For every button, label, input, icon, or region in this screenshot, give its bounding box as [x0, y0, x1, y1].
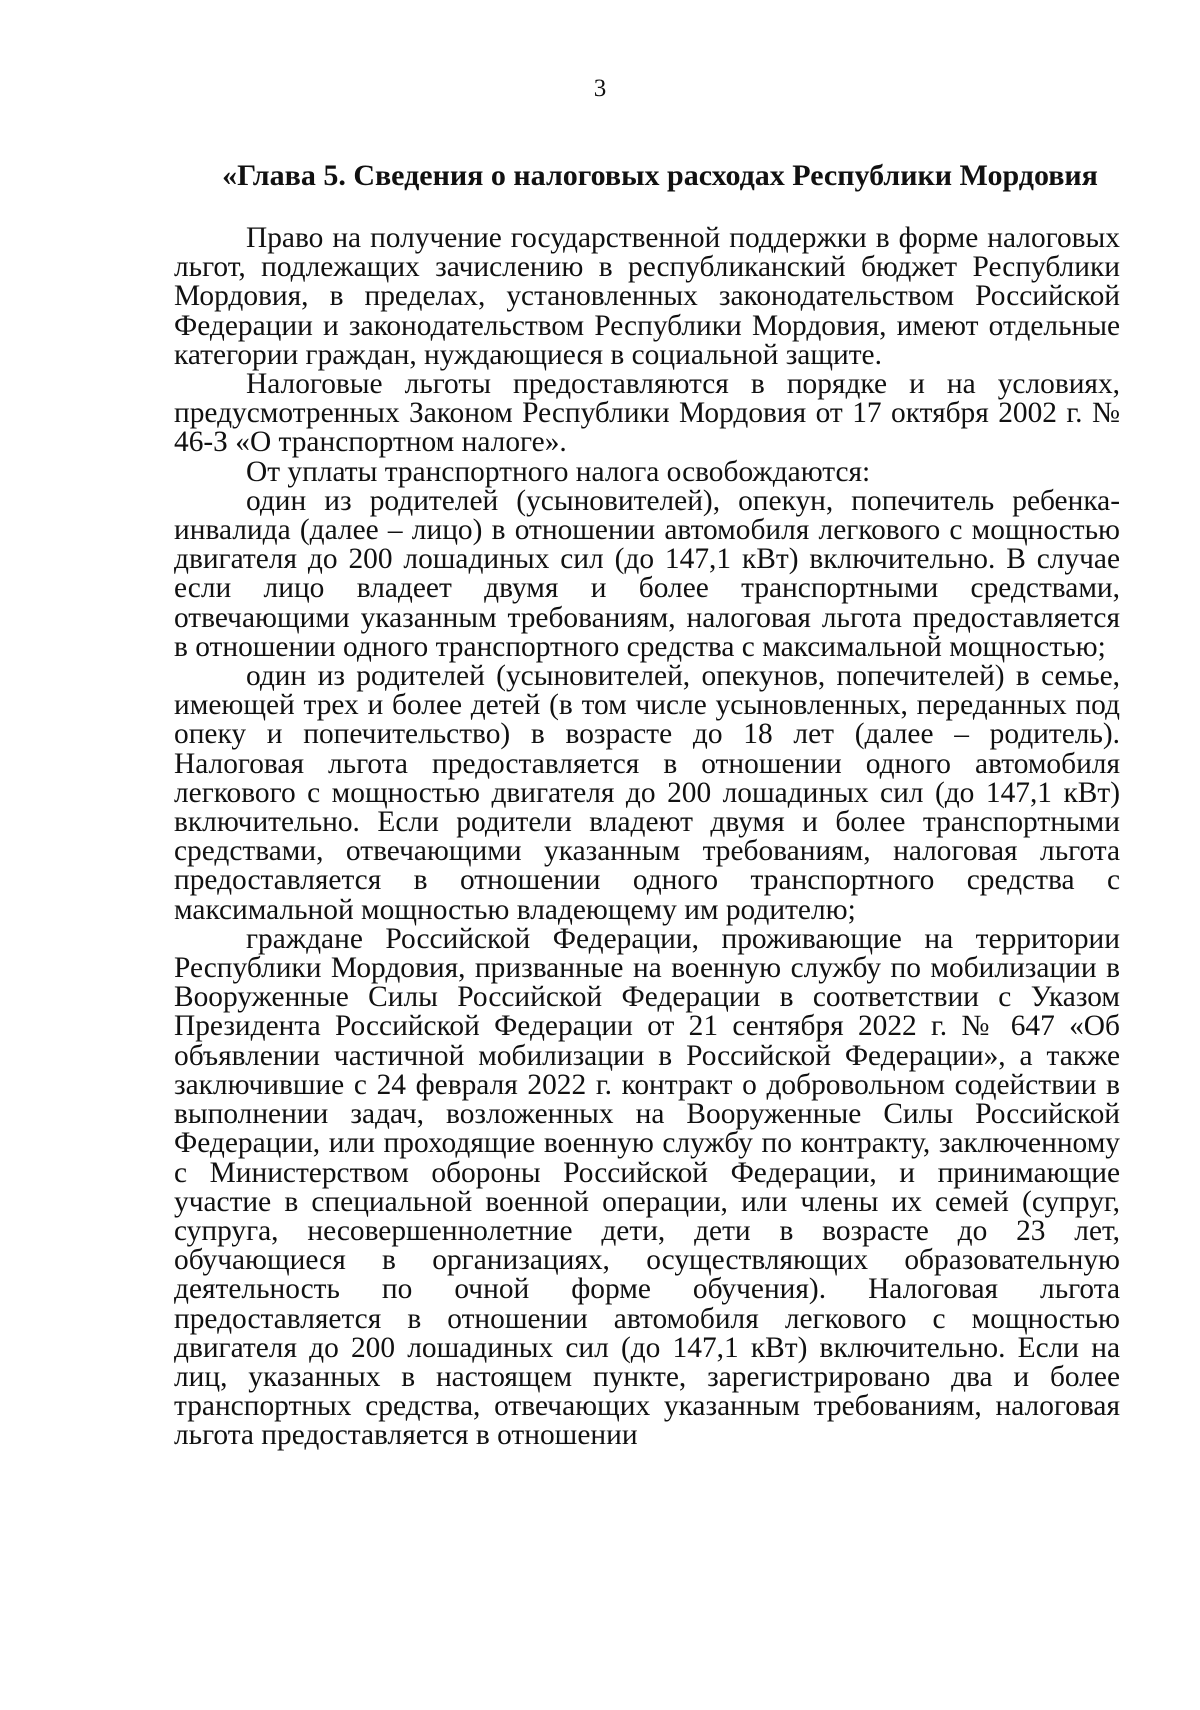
page-number: 3 — [593, 75, 607, 102]
paragraph: один из родителей (усыновителей, опекунов, попечителей) в семье, имеющей трех и более детей (в том числе усыновленных, переданных под опеку и попечительство) в возрасте до 18 лет (далее – родитель). Налоговая льгота предоставляется в отношении одного автомобиля легкового с мощностью двигателя до 200 лошадиных сил (до 147,1 кВт) включительно. Если родители владеют двумя и более транспортными средствами, отвечающими указанным требованиям, налоговая льгота предоставляется в отношении одного транспортного средства с максимальной мощностью владеющему им родителю; — [174, 660, 1120, 926]
paragraph: От уплаты транспортного налога освобождаются: — [246, 455, 871, 488]
paragraph: один из родителей (усыновителей), опекун, попечитель ребенка-инвалида (далее – лицо) в отношении автомобиля легкового с мощностью двигателя до 200 лошадиных сил (до 147,1 кВт) включительно. В случае если лицо владеет двумя и более транспортными средствами, отвечающими указанным требованиям, налоговая льгота предоставляется в отношении одного транспортного средства с максимальной мощностью; — [174, 484, 1120, 663]
paragraph: Право на получение государственной поддержки в форме налоговых льгот, подлежащих зачислению в республиканский бюджет Республики Мордовия, в пределах, установленных законодательством Российской Федерации и законодательством Республики Мордовия, имеют отдельные категории граждан, нуждающиеся в социальной защите. — [174, 222, 1120, 371]
chapter-heading: «Глава 5. Сведения о налоговых расходах Республики Мордовия — [222, 159, 1098, 192]
paragraph: граждане Российской Федерации, проживающие на территории Республики Мордовия, призванные на военную службу по мобилизации в Вооруженные Силы Российской Федерации в соответствии с Указом Президента Российской Федерации от 21 сентября 2022 г. № 647 «Об объявлении частичной мобилизации в Российской Федерации», а также заключившие с 24 февраля 2022 г. контракт о добровольном содействии в выполнении задач, возложенных на Вооруженные Силы Российской Федерации, или проходящие военную службу по контракту, заключенному с Министерством обороны Российской Федерации, и принимающие участие в специальной военной операции, или члены их семей (супруг, супруга, несовершеннолетние дети, дети в возрасте до 23 лет, обучающиеся в организациях, осуществляющих образовательную деятельность по очной форме обучения). Налоговая льгота предоставляется в отношении автомобиля легкового с мощностью двигателя до 200 лошадиных сил (до 147,1 кВт) включительно. Если на лиц, указанных в настоящем пункте, зарегистрировано два и более транспортных средства, отвечающих указанным требованиям, налоговая льгота предоставляется в отношении — [174, 922, 1120, 1452]
paragraph: Налоговые льготы предоставляются в порядке и на условиях, предусмотренных Законом Республики Мордовия от 17 октября 2002 г. № 46-З «О транспортном налоге». — [174, 368, 1120, 459]
document-body — [174, 224, 1120, 1451]
